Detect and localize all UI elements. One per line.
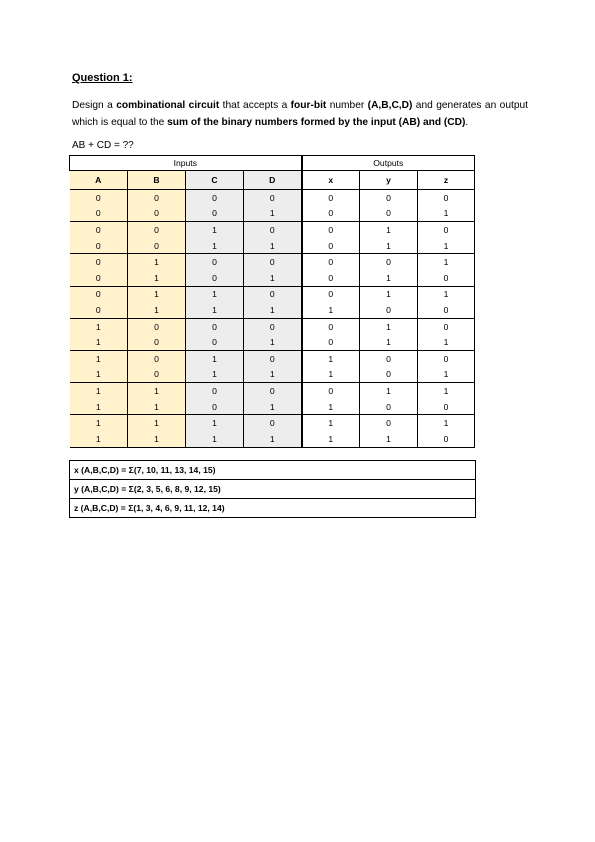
column-header-d: D — [244, 171, 302, 190]
table-cell: 0 — [418, 302, 475, 318]
table-cell: 0 — [128, 206, 186, 222]
table-cell: 1 — [70, 431, 128, 447]
table-cell: 0 — [128, 367, 186, 383]
table-cell: 0 — [302, 238, 360, 254]
table-row — [70, 190, 475, 206]
table-cell: 1 — [302, 415, 360, 431]
table-cell: 1 — [244, 270, 302, 286]
table-cell: 0 — [360, 367, 418, 383]
table-cell: 0 — [302, 270, 360, 286]
table-cell: 0 — [186, 206, 244, 222]
table-cell: 1 — [128, 431, 186, 447]
table-cell: 0 — [186, 318, 244, 334]
table-cell: 0 — [302, 190, 360, 206]
table-cell: 1 — [360, 334, 418, 350]
sum-equation: AB + CD = ?? — [72, 140, 134, 151]
table-cell: 0 — [360, 399, 418, 415]
column-header-b: B — [128, 171, 186, 190]
table-cell: 0 — [302, 206, 360, 222]
column-header-y: y — [360, 171, 418, 190]
table-cell: 1 — [186, 350, 244, 366]
table-cell: 0 — [302, 222, 360, 238]
table-cell: 1 — [244, 206, 302, 222]
column-header-x: x — [302, 171, 360, 190]
table-row — [70, 318, 475, 334]
table-cell: 0 — [418, 270, 475, 286]
table-cell: 0 — [302, 254, 360, 270]
column-header-a: A — [70, 171, 128, 190]
table-cell: 1 — [360, 383, 418, 399]
table-cell: 1 — [128, 415, 186, 431]
table-cell: 1 — [418, 238, 475, 254]
table-row — [70, 334, 475, 350]
table-cell: 0 — [418, 350, 475, 366]
table-cell: 1 — [186, 222, 244, 238]
table-cell: 1 — [418, 254, 475, 270]
table-cell: 0 — [128, 222, 186, 238]
table-cell: 0 — [360, 254, 418, 270]
table-cell: 1 — [418, 206, 475, 222]
inputs-group-header: Inputs — [70, 156, 302, 171]
table-cell: 1 — [418, 367, 475, 383]
table-cell: 1 — [186, 367, 244, 383]
function-z: z (A,B,C,D) = Σ(1, 3, 4, 6, 9, 11, 12, 14) — [70, 499, 476, 518]
table-cell: 1 — [128, 254, 186, 270]
table-cell: 0 — [128, 318, 186, 334]
table-cell: 0 — [70, 254, 128, 270]
table-cell: 1 — [360, 270, 418, 286]
truth-table — [69, 155, 475, 448]
table-row — [70, 238, 475, 254]
table-cell: 0 — [360, 190, 418, 206]
table-cell: 1 — [186, 286, 244, 302]
table-cell: 0 — [70, 286, 128, 302]
table-cell: 0 — [128, 350, 186, 366]
question-heading: Question 1: — [72, 72, 133, 84]
table-cell: 0 — [302, 334, 360, 350]
table-cell: 1 — [128, 302, 186, 318]
table-cell: 1 — [128, 383, 186, 399]
table-cell: 0 — [360, 350, 418, 366]
table-row — [70, 415, 475, 431]
table-cell: 0 — [70, 222, 128, 238]
table-cell: 0 — [244, 415, 302, 431]
table-row — [70, 222, 475, 238]
table-cell: 1 — [186, 302, 244, 318]
table-cell: 1 — [244, 399, 302, 415]
table-cell: 0 — [244, 222, 302, 238]
table-cell: 0 — [418, 399, 475, 415]
table-cell: 1 — [244, 367, 302, 383]
problem-statement: Design a combinational circuit that accepts a four-bit number (A,B,C,D) and generates an output which is equal to the sum of the binary numbers formed by the input (AB) and (CD). — [72, 100, 528, 128]
table-cell: 1 — [244, 302, 302, 318]
table-cell: 0 — [244, 190, 302, 206]
table-row — [70, 302, 475, 318]
table-cell: 0 — [70, 206, 128, 222]
table-row — [70, 431, 475, 447]
table-cell: 1 — [70, 399, 128, 415]
table-cell: 1 — [360, 431, 418, 447]
table-cell: 1 — [418, 286, 475, 302]
table-cell: 0 — [128, 238, 186, 254]
table-cell: 1 — [418, 383, 475, 399]
table-cell: 0 — [244, 350, 302, 366]
table-cell: 1 — [302, 399, 360, 415]
table-cell: 0 — [360, 206, 418, 222]
table-cell: 0 — [70, 302, 128, 318]
table-cell: 0 — [302, 318, 360, 334]
table-cell: 0 — [186, 399, 244, 415]
table-cell: 1 — [302, 431, 360, 447]
table-cell: 0 — [244, 383, 302, 399]
outputs-group-header: Outputs — [302, 156, 475, 171]
table-cell: 0 — [418, 431, 475, 447]
table-cell: 0 — [360, 415, 418, 431]
boolean-functions-table — [69, 460, 476, 518]
table-cell: 1 — [70, 415, 128, 431]
table-cell: 0 — [360, 302, 418, 318]
table-row — [70, 350, 475, 366]
table-cell: 0 — [302, 286, 360, 302]
table-cell: 0 — [186, 190, 244, 206]
table-cell: 1 — [70, 318, 128, 334]
table-cell: 1 — [186, 238, 244, 254]
table-cell: 0 — [244, 318, 302, 334]
table-cell: 0 — [418, 222, 475, 238]
function-y: y (A,B,C,D) = Σ(2, 3, 5, 6, 8, 9, 12, 15) — [70, 480, 476, 499]
table-row — [70, 254, 475, 270]
table-cell: 0 — [244, 286, 302, 302]
table-cell: 1 — [186, 415, 244, 431]
table-cell: 1 — [128, 270, 186, 286]
table-cell: 0 — [418, 318, 475, 334]
table-cell: 1 — [244, 334, 302, 350]
table-cell: 1 — [360, 238, 418, 254]
table-row — [70, 206, 475, 222]
table-row — [70, 383, 475, 399]
table-cell: 0 — [128, 334, 186, 350]
column-header-c: C — [186, 171, 244, 190]
table-cell: 1 — [302, 302, 360, 318]
table-cell: 1 — [244, 238, 302, 254]
table-cell: 1 — [302, 350, 360, 366]
table-cell: 1 — [186, 431, 244, 447]
table-cell: 1 — [418, 334, 475, 350]
table-cell: 1 — [360, 286, 418, 302]
table-cell: 1 — [70, 383, 128, 399]
table-cell: 0 — [70, 190, 128, 206]
table-cell: 0 — [186, 270, 244, 286]
table-row — [70, 286, 475, 302]
table-cell: 1 — [128, 399, 186, 415]
table-cell: 0 — [418, 190, 475, 206]
table-row — [70, 270, 475, 286]
table-cell: 0 — [70, 270, 128, 286]
table-cell: 1 — [70, 367, 128, 383]
table-cell: 1 — [128, 286, 186, 302]
table-cell: 0 — [186, 383, 244, 399]
table-cell: 1 — [418, 415, 475, 431]
table-cell: 0 — [128, 190, 186, 206]
table-cell: 1 — [70, 350, 128, 366]
table-cell: 1 — [244, 431, 302, 447]
table-cell: 0 — [70, 238, 128, 254]
table-cell: 0 — [186, 254, 244, 270]
table-cell: 0 — [244, 254, 302, 270]
column-header-row — [70, 171, 475, 190]
table-cell: 1 — [360, 222, 418, 238]
table-cell: 1 — [360, 318, 418, 334]
column-header-z: z — [418, 171, 475, 190]
table-cell: 0 — [302, 383, 360, 399]
function-x: x (A,B,C,D) = Σ(7, 10, 11, 13, 14, 15) — [70, 461, 476, 480]
table-row — [70, 367, 475, 383]
table-cell: 1 — [70, 334, 128, 350]
table-row — [70, 399, 475, 415]
table-cell: 1 — [302, 367, 360, 383]
table-cell: 0 — [186, 334, 244, 350]
